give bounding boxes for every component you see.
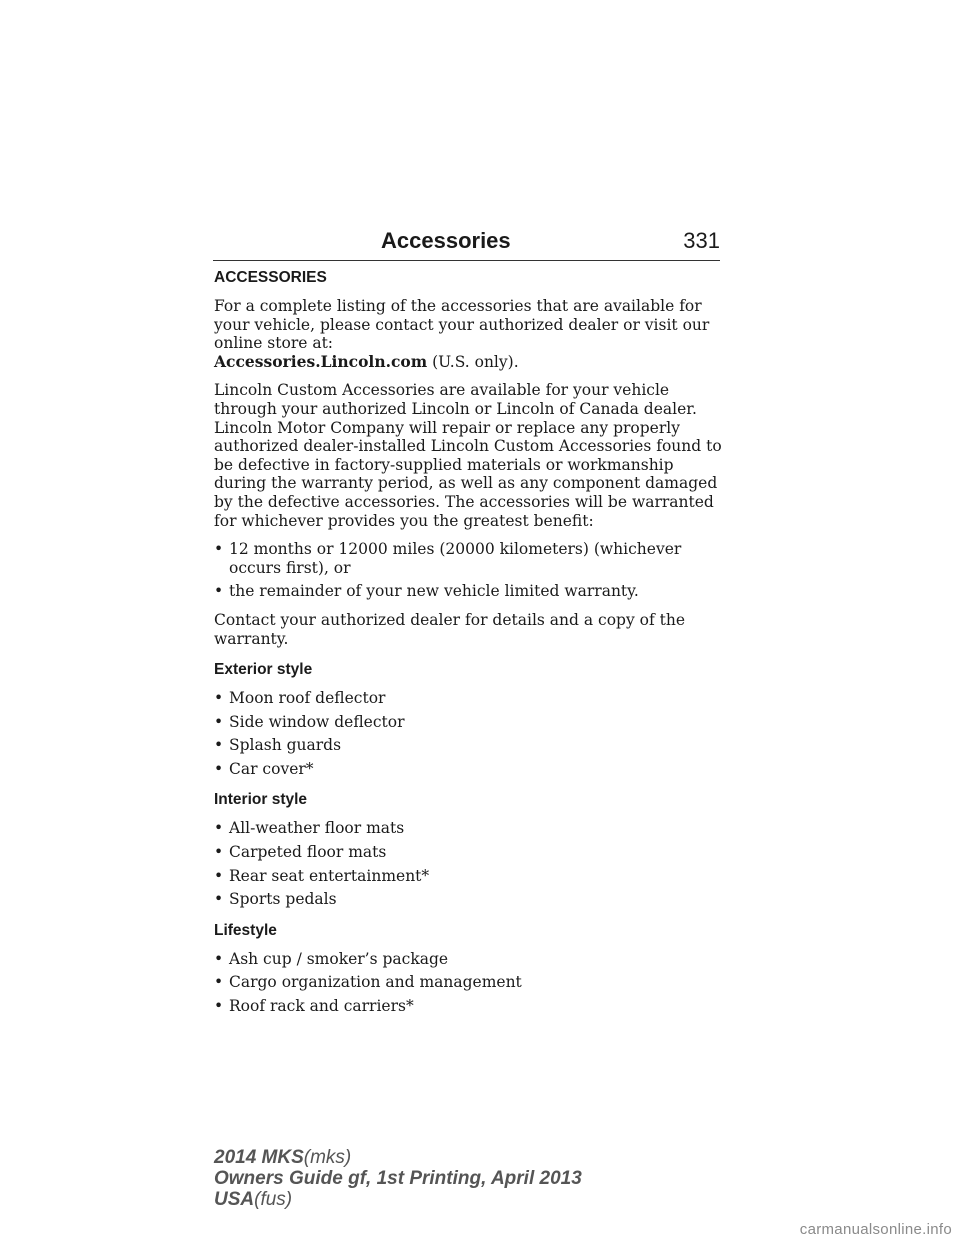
page-footer: [214, 1147, 582, 1210]
category-title-exterior: Exterior style: [214, 661, 313, 679]
contact-paragraph: Contact your authorized dealer for details and a copy of the warranty.: [214, 610, 686, 648]
list-item: • Rear seat entertainment*: [214, 867, 724, 886]
list-item: • Carpeted floor mats: [214, 843, 724, 862]
footer-model: 2014 MKS: [214, 1147, 304, 1168]
list-item: • the remainder of your new vehicle limited warranty.: [214, 582, 724, 601]
footer-guide-info: Owners Guide gf, 1st Printing, April 2013: [214, 1168, 582, 1189]
list-item: • Ash cup / smoker’s package: [214, 950, 724, 969]
list-item: • All-weather floor mats: [214, 819, 724, 838]
page-header: [213, 226, 720, 261]
footer-model-code: (mks): [303, 1147, 352, 1168]
list-item: • Roof rack and carriers*: [214, 997, 724, 1016]
online-store-note: (U.S. only).: [427, 352, 519, 371]
list-item: • Car cover*: [214, 760, 724, 779]
list-item: • Cargo organization and management: [214, 973, 724, 992]
interior-list: [214, 819, 724, 908]
page-number: 331: [683, 228, 720, 253]
section-title: ACCESSORIES: [214, 269, 327, 286]
list-item: • Splash guards: [214, 736, 724, 755]
list-item: • Moon roof deflector: [214, 689, 724, 708]
footer-market-code: (fus): [254, 1189, 293, 1210]
lifestyle-list: [214, 950, 724, 1016]
footer-model-line: [214, 1147, 582, 1168]
warranty-list: [214, 540, 724, 601]
intro-text: For a complete listing of the accessories that are available for your vehicle, please contact your authorized dealer or visit our online store at:: [214, 297, 710, 353]
intro-paragraph: [214, 297, 724, 371]
category-title-lifestyle: Lifestyle: [214, 921, 277, 939]
footer-market: USA: [214, 1189, 255, 1210]
warranty-paragraph: Lincoln Custom Accessories are available for your vehicle through your authorized Lincoln or Lincoln of Canada dealer. Lincoln Motor Company will repair or replace any properly authorized dealer-installed Lincoln Custom Accessories found to be defective in factory-supplied materials or workmanship during the warranty period, as well as any component damaged by the defective accessories. The accessories will be warranted for whichever provides you the greatest benefit:: [214, 381, 722, 530]
exterior-list: [214, 689, 724, 778]
footer-market-line: [214, 1189, 582, 1210]
list-item: • Side window deflector: [214, 713, 724, 732]
list-item: • 12 months or 12000 miles (20000 kilometers) (whichever occurs first), or: [214, 540, 724, 577]
category-title-interior: Interior style: [214, 791, 308, 809]
online-store-link[interactable]: Accessories.Lincoln.com: [214, 351, 428, 371]
main-content: [214, 268, 724, 1026]
list-item: • Sports pedals: [214, 890, 724, 909]
page-title: Accessories: [381, 228, 511, 253]
watermark: carmanualsonline.info: [799, 1221, 952, 1238]
